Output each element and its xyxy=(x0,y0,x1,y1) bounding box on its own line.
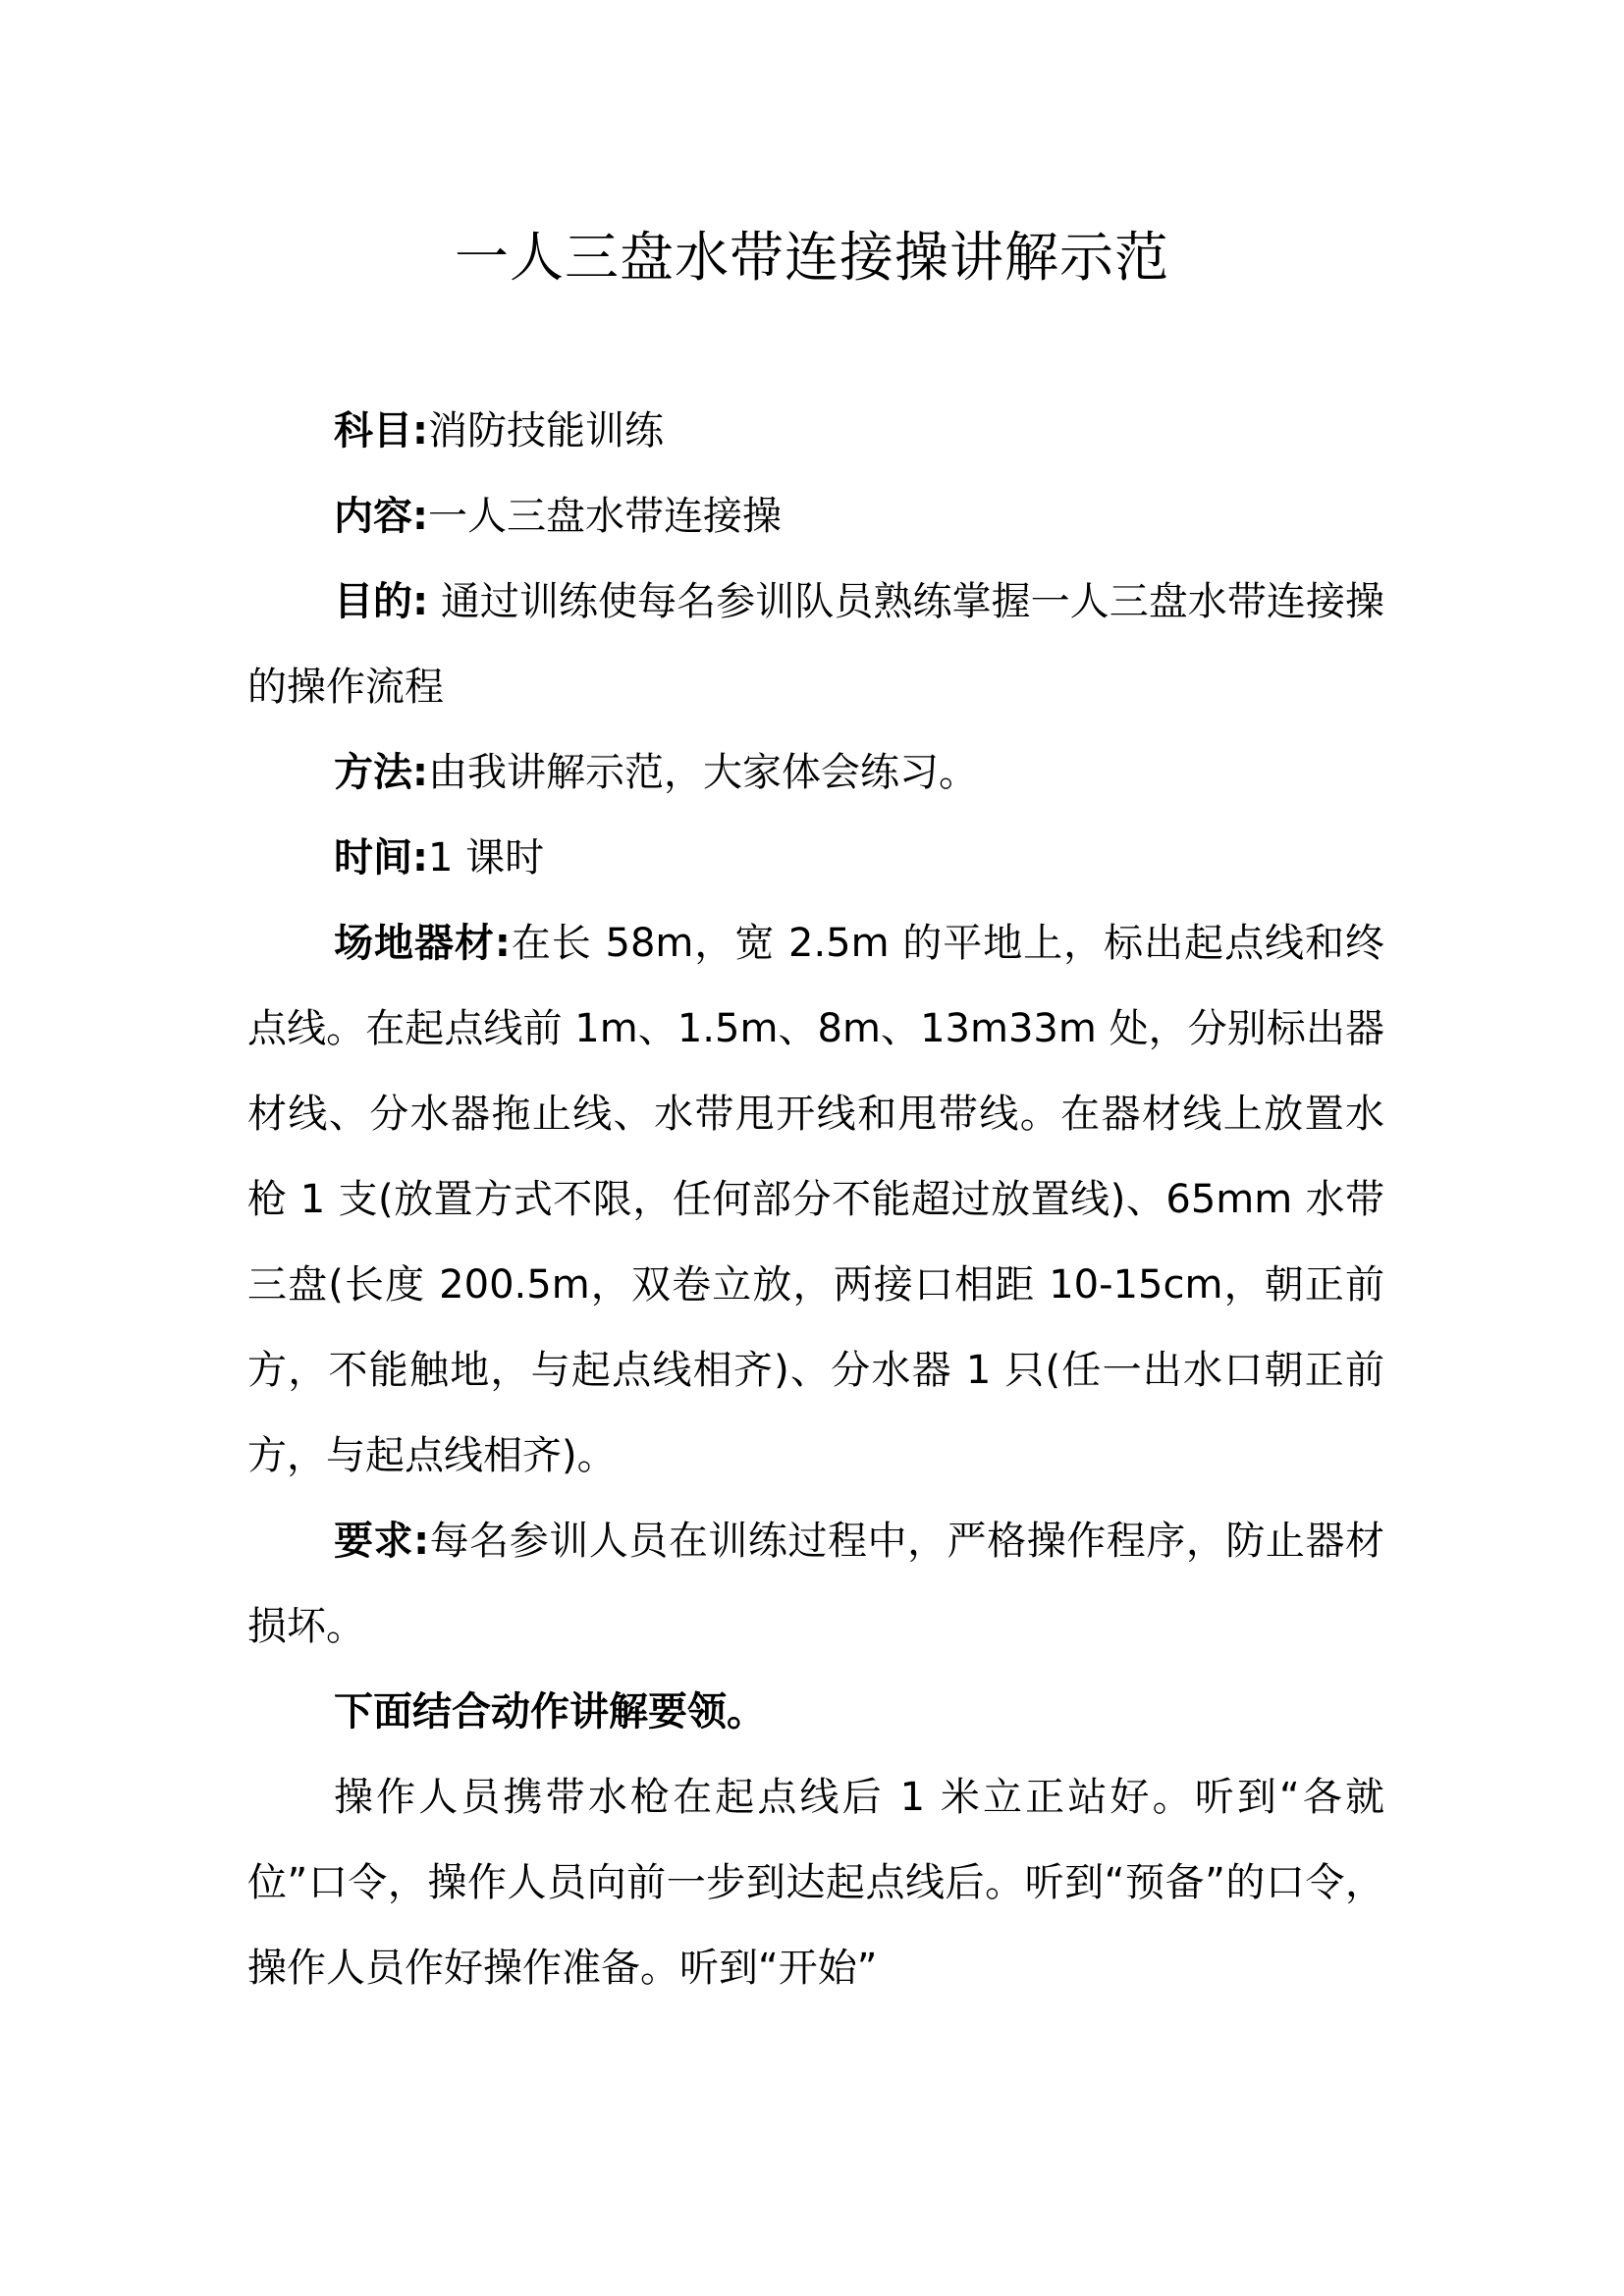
time-text: 1 课时 xyxy=(428,835,545,881)
subject-label: 科目: xyxy=(334,408,428,454)
section-heading: 下面结合动作讲解要领。 xyxy=(334,1689,766,1735)
content-text: 一人三盘水带连接操 xyxy=(428,494,782,539)
venue-equipment-text: 在长 58m，宽 2.5m 的平地上，标出起点线和终点线。在起点线前 1m、1.5m、8m、13m33m 处，分别标出器材线、分水器拖止线、水带甩开线和甩带线。在器材线上放置水枪 1 支(放置方式不限，任何部分不能超过放置线)、65mm 水带三盘(长度 200.5m，双卷立放，两接口相距 10-15cm，朝正前方，不能触地，与起点线相齐)、分水器 1 只(任一出水口朝正前方，与起点线相齐)。 xyxy=(247,921,1384,1478)
requirements-paragraph xyxy=(247,1499,1384,1670)
document-title: 一人三盘水带连接操讲解示范 xyxy=(454,226,1169,289)
requirements-label: 要求: xyxy=(334,1519,430,1564)
method-text: 由我讲解示范，大家体会练习。 xyxy=(428,750,978,795)
venue-equipment-paragraph xyxy=(247,901,1384,1499)
venue-equipment-label: 场地器材: xyxy=(334,921,511,966)
document-body xyxy=(247,389,1384,2011)
subject-paragraph xyxy=(247,389,1384,474)
time-label: 时间: xyxy=(334,835,428,881)
content-label: 内容: xyxy=(334,494,428,539)
purpose-label: 目的: xyxy=(334,579,429,624)
method-paragraph xyxy=(247,730,1384,816)
purpose-text: 通过训练使每名参训队员熟练掌握一人三盘水带连接操的操作流程 xyxy=(247,579,1385,710)
method-label: 方法: xyxy=(334,750,428,795)
subject-text: 消防技能训练 xyxy=(428,408,664,454)
time-paragraph xyxy=(247,816,1384,901)
content-paragraph xyxy=(247,474,1384,560)
requirements-text: 每名参训人员在训练过程中，严格操作程序，防止器材损坏。 xyxy=(247,1519,1385,1649)
purpose-paragraph xyxy=(247,560,1384,730)
body-paragraph: 操作人员携带水枪在起点线后 1 米立正站好。听到“各就位”口令，操作人员向前一步到达起点线后。听到“预备”的口令，操作人员作好操作准备。听到“开始” xyxy=(247,1775,1384,1991)
